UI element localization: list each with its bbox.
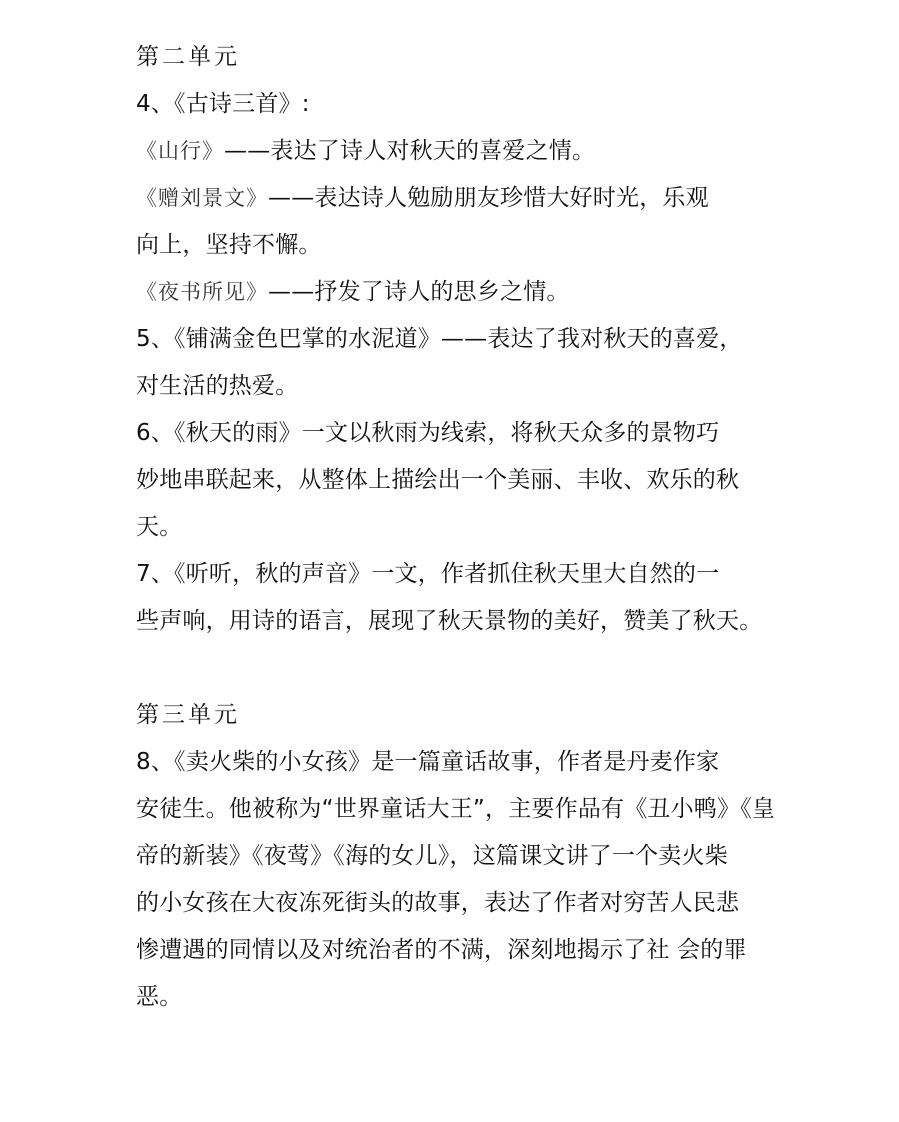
item-5-line-2: 对生活的热爱。 <box>136 373 299 399</box>
item-8-line-6: 恶。 <box>136 984 183 1010</box>
item-8-line-1: 8、《卖火柴的小女孩》是一篇童话故事，作者是丹麦作家 <box>136 749 720 775</box>
item-4-title: 4、《古诗三首》: <box>136 91 310 117</box>
poem-1-text: ——表达了诗人对秋天的喜爱之情。 <box>224 138 596 164</box>
item-8-line-2: 安徒生。他被称为“世界童话大王”，主要作品有《丑小鸭》《皇 <box>136 796 776 822</box>
item-8-line-4: 的小女孩在大夜冻死街头的故事，表达了作者对穷苦人民悲 <box>136 890 740 916</box>
document-page <box>136 34 776 1021</box>
poem-1-title: 《山行》 <box>136 139 224 163</box>
poem-2-title: 《赠刘景文》 <box>136 186 268 210</box>
poem-2-text-line-2: 向上，坚持不懈。 <box>136 232 322 258</box>
item-6-line-1: 6、《秋天的雨》一文以秋雨为线索，将秋天众多的景物巧 <box>136 420 720 446</box>
section-gap <box>136 645 776 692</box>
unit-3-heading: 第三单元 <box>136 702 240 728</box>
poem-1-line <box>136 128 776 175</box>
item-8-line-3: 帝的新装》《夜莺》《海的女儿》，这篇课文讲了一个卖火柴 <box>136 843 728 869</box>
poem-2-text-line-1: ——表达诗人勉励朋友珍惜大好时光，乐观 <box>268 185 709 211</box>
item-8-line-5: 惨遭遇的同情以及对统治者的不满，深刻地揭示了社 会的罪 <box>136 937 747 963</box>
item-6-line-2: 妙地串联起来，从整体上描绘出一个美丽、丰收、欢乐的秋 <box>136 467 740 493</box>
poem-2-line <box>136 175 776 222</box>
unit-2-heading: 第二单元 <box>136 44 240 70</box>
poem-3-title: 《夜书所见》 <box>136 280 268 304</box>
poem-3-text: ——抒发了诗人的思乡之情。 <box>268 279 570 305</box>
item-7-line-1: 7、《听听，秋的声音》一文，作者抓住秋天里大自然的一 <box>136 561 720 587</box>
poem-3-line <box>136 269 776 316</box>
item-7-line-2: 些声响，用诗的语言，展现了秋天景物的美好，赞美了秋天。 <box>136 608 763 634</box>
item-6-line-3: 天。 <box>136 514 183 540</box>
item-5-line-1: 5、《铺满金色巴掌的水泥道》——表达了我对秋天的喜爱， <box>136 326 743 352</box>
